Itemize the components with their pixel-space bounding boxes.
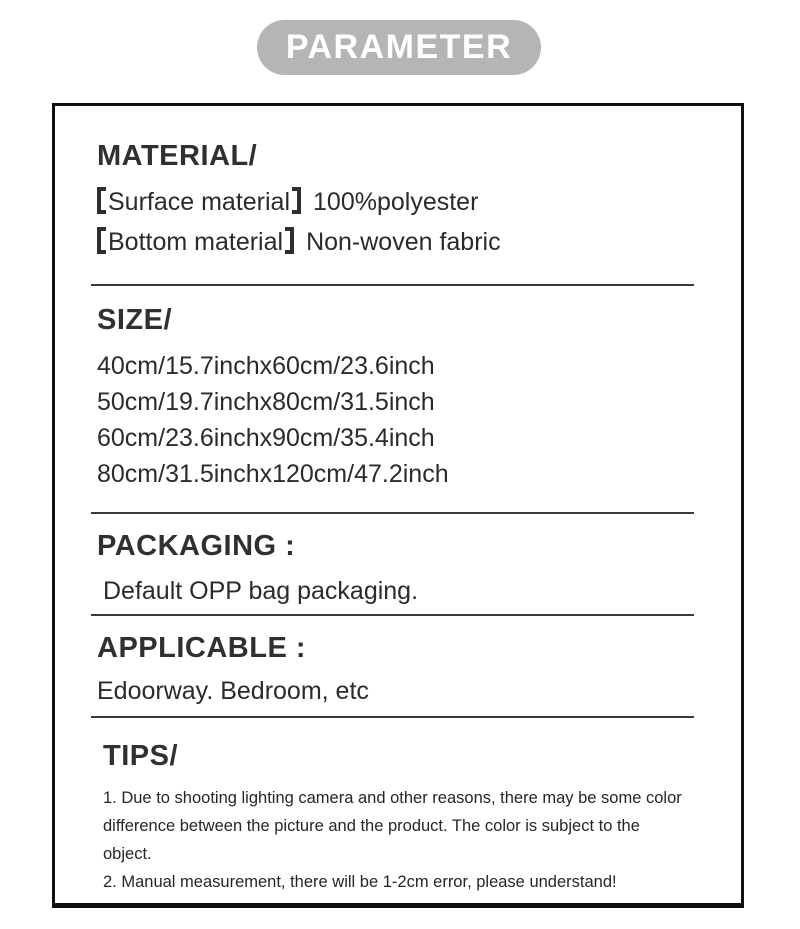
parameter-header-pill xyxy=(257,20,541,75)
section-divider xyxy=(91,716,694,718)
section-divider xyxy=(91,512,694,514)
section-material xyxy=(97,136,701,262)
section-tips xyxy=(97,736,701,896)
section-packaging xyxy=(97,526,701,610)
applicable-heading: APPLICABLE : xyxy=(97,632,306,664)
material-row-label: Surface material xyxy=(108,188,291,216)
left-lenticular-bracket-icon xyxy=(97,227,106,254)
applicable-body: Edoorway. Bedroom, etc xyxy=(97,677,369,705)
packaging-body: Default OPP bag packaging. xyxy=(103,577,419,605)
right-lenticular-bracket-icon xyxy=(292,187,301,214)
section-size xyxy=(97,300,701,492)
tip-item: 1. Due to shooting lighting camera and other reasons, there may be some color difference between the picture and the product. The color is subject to the object. xyxy=(103,789,682,863)
size-row: 80cm/31.5inchx120cm/47.2inch xyxy=(97,460,449,488)
material-row-value: 100%polyester xyxy=(313,188,479,216)
section-applicable xyxy=(97,628,701,710)
tips-heading: TIPS/ xyxy=(103,740,179,772)
tip-item: 2. Manual measurement, there will be 1-2cm error, please understand! xyxy=(103,873,617,891)
material-heading: MATERIAL/ xyxy=(97,140,258,172)
material-row-surface xyxy=(97,182,701,222)
packaging-heading: PACKAGING : xyxy=(97,530,296,562)
material-row-bottom xyxy=(97,222,701,262)
material-row-value: Non-woven fabric xyxy=(306,228,501,256)
material-row-label: Bottom material xyxy=(108,228,284,256)
tips-list xyxy=(97,784,693,896)
section-divider xyxy=(91,284,694,286)
spec-panel xyxy=(52,103,744,908)
size-row: 50cm/19.7inchx80cm/31.5inch xyxy=(97,388,435,416)
size-row: 40cm/15.7inchx60cm/23.6inch xyxy=(97,352,435,380)
right-lenticular-bracket-icon xyxy=(285,227,294,254)
section-divider xyxy=(91,614,694,616)
left-lenticular-bracket-icon xyxy=(97,187,106,214)
size-heading: SIZE/ xyxy=(97,304,173,336)
size-row: 60cm/23.6inchx90cm/35.4inch xyxy=(97,424,435,452)
parameter-title: PARAMETER xyxy=(285,28,513,66)
